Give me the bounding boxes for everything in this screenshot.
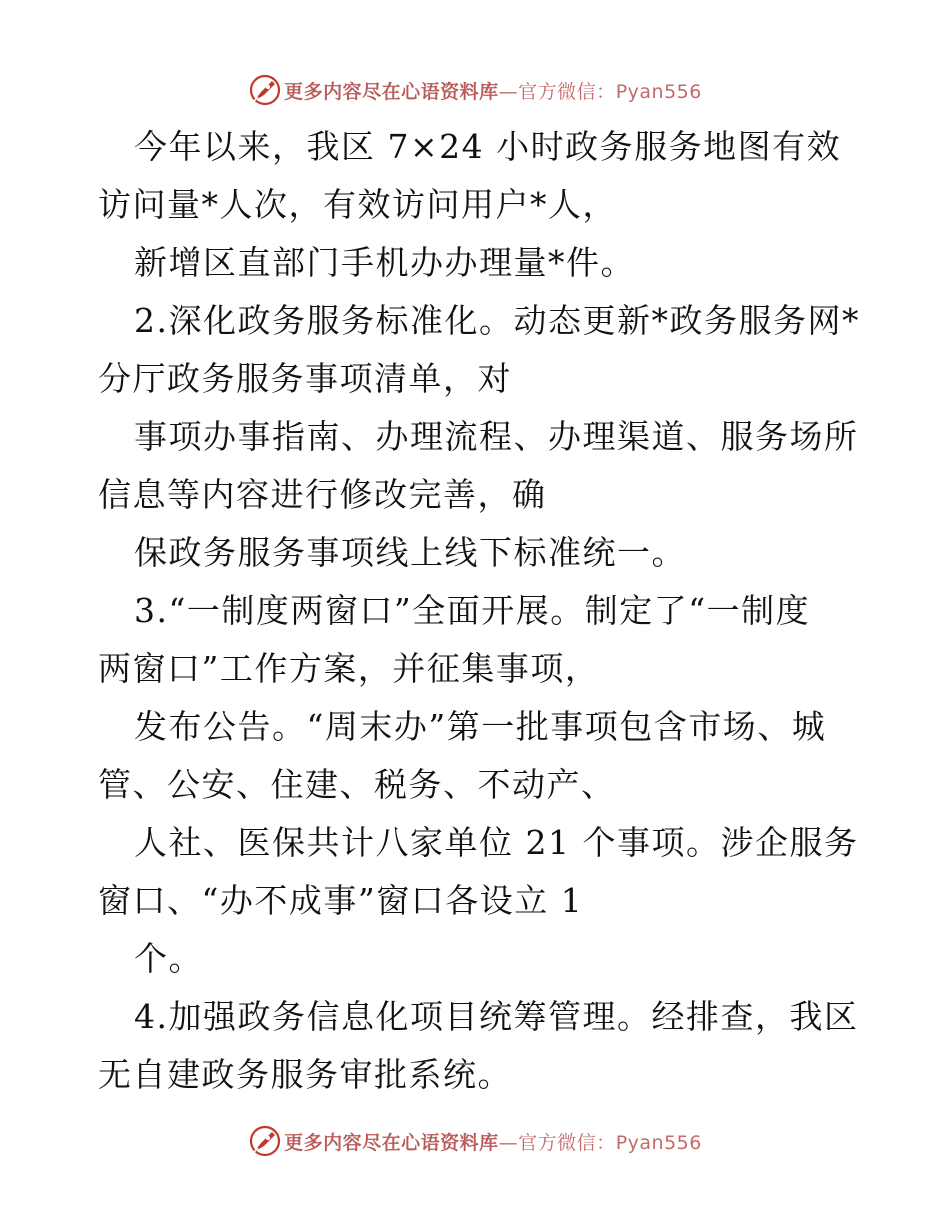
text-line: 发布公告。“周末办”第一批事项包含市场、城 [134,707,827,746]
watermark-lead: 更多内容尽在心语资料库 [284,1131,499,1154]
text-line: 人社、医保共计八家单位 21 个事项。涉企服务 [134,823,859,862]
watermark-text [284,1128,702,1155]
watermark-wechat-label: 官方微信： [518,1131,616,1154]
footer-watermark-banner [0,1119,950,1163]
red-pen-logo-icon [248,1124,282,1158]
text-line: 信息等内容进行修改完善，确 [98,475,547,514]
text-line: 4.加强政务信息化项目统筹管理。经排查，我区 [134,997,859,1036]
text-line: 分厅政务服务事项清单，对 [98,359,512,398]
text-line: 保政务服务事项线上线下标准统一。 [134,533,686,572]
text-line: 2.深化政务服务标准化。动态更新*政务服务网* [134,301,860,340]
text-line: 管、公安、住建、税务、不动产、 [98,765,616,804]
text-line: 个。 [134,939,203,978]
text-line: 事项办事指南、办理流程、办理渠道、服务场所 [134,417,859,456]
text-line: 无自建政务服务审批系统。 [98,1055,512,1094]
watermark-dash: — [498,1131,519,1154]
watermark-wechat-id: Pyan556 [615,80,702,103]
text-line: 3.“一制度两窗口”全面开展。制定了“一制度 [134,591,811,630]
watermark-wechat-id: Pyan556 [615,1131,702,1154]
watermark-dash: — [498,80,519,103]
watermark-lead: 更多内容尽在心语资料库 [284,80,499,103]
text-line: 新增区直部门手机办办理量*件。 [134,243,635,282]
watermark-wechat-label: 官方微信： [518,80,616,103]
text-line: 两窗口”工作方案，并征集事项， [98,649,600,688]
text-line: 访问量*人次，有效访问用户*人， [98,185,617,224]
text-line: 今年以来，我区 7×24 小时政务服务地图有效 [134,127,842,166]
text-line: 窗口、“办不成事”窗口各设立 1 [98,881,584,920]
